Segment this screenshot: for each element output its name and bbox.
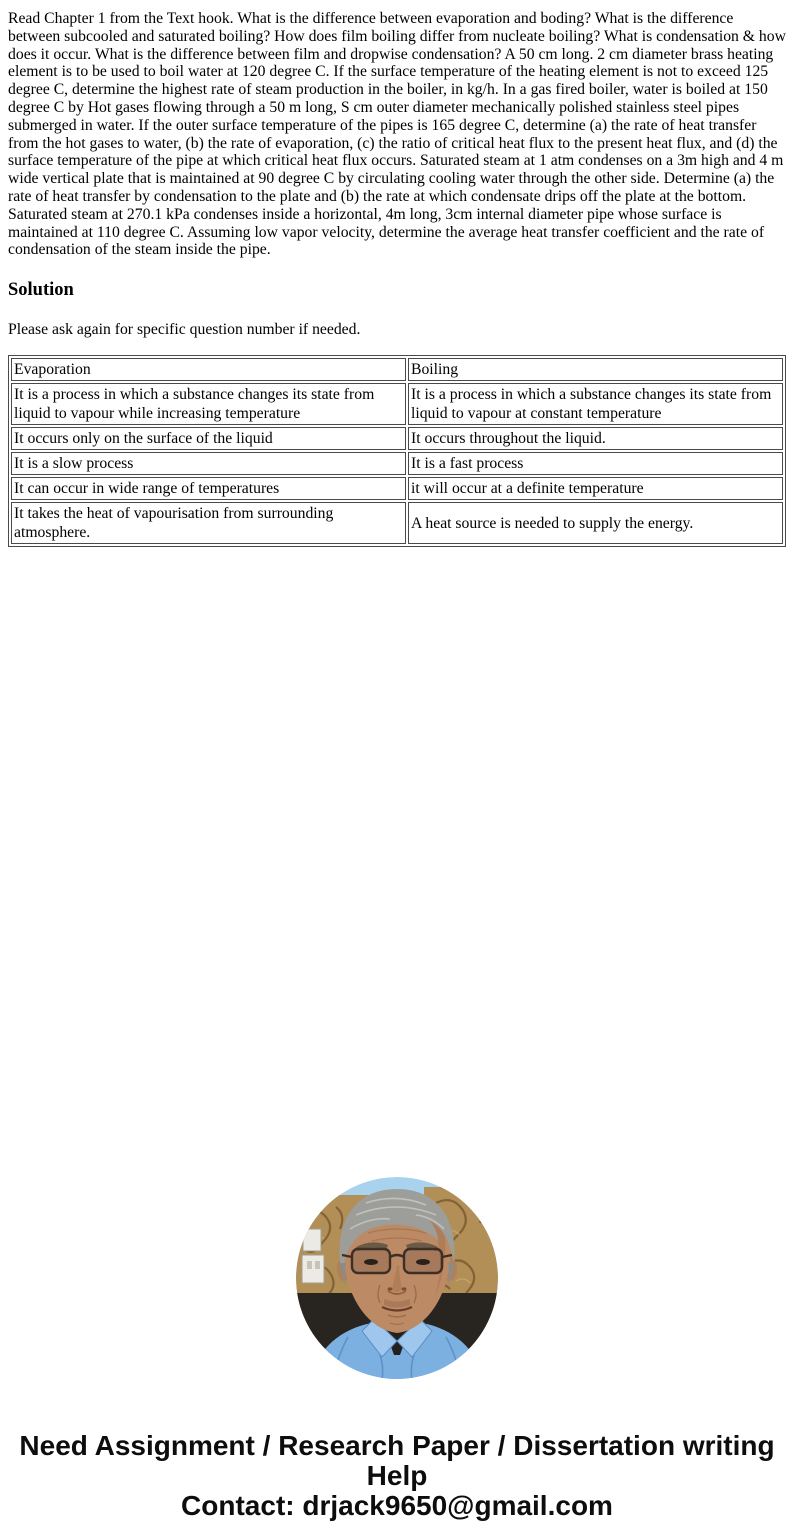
table-header-row <box>11 358 783 381</box>
table-cell: It is a process in which a substance changes its state from liquid to vapour while increasing temperature <box>11 383 406 425</box>
avatar-photo-illustration <box>296 1177 498 1379</box>
table-row <box>11 383 783 425</box>
avatar <box>296 1177 498 1379</box>
comparison-table <box>8 355 786 547</box>
table-cell: it will occur at a definite temperature <box>408 477 783 500</box>
table-row <box>11 477 783 500</box>
table-cell: A heat source is needed to supply the energy. <box>408 502 783 544</box>
table-cell: It takes the heat of vapourisation from surrounding atmosphere. <box>11 502 406 544</box>
table-cell: It occurs throughout the liquid. <box>408 427 783 450</box>
table-header-boiling: Boiling <box>408 358 783 381</box>
note-text: Please ask again for specific question number if needed. <box>8 321 361 339</box>
wall-switch-plates <box>302 1229 324 1283</box>
table-row <box>11 427 783 450</box>
table-row <box>11 502 783 544</box>
table-cell: It is a slow process <box>11 452 406 475</box>
table-cell: It can occur in wide range of temperatures <box>11 477 406 500</box>
table-header-evaporation: Evaporation <box>11 358 406 381</box>
table-cell: It is a fast process <box>408 452 783 475</box>
table-cell: It occurs only on the surface of the liquid <box>11 427 406 450</box>
footer-banner <box>8 1431 786 1521</box>
table-row <box>11 452 783 475</box>
solution-heading: Solution <box>8 280 74 301</box>
table-cell: It is a process in which a substance changes its state from liquid to vapour at constant temperature <box>408 383 783 425</box>
footer-contact-text: Contact: drjack9650@gmail.com <box>181 1490 613 1522</box>
question-paragraph: Read Chapter 1 from the Text hook. What is the difference between evaporation and boding? What is the difference between subcooled and saturated boiling? How does film boiling differ from nucleate boiling? What is condensation & how does it occur. What is the difference between film and dropwise condensation? A 50 cm long. 2 cm diameter brass heating element is to be used to boil water at 120 degree C. If the surface temperature of the heating element is not to exceed 125 degree C, determine the highest rate of steam production in the boiler, in kg/h. In a gas fired boiler, water is boiled at 150 degree C by Hot gases flowing through a 50 m long, S cm outer diameter mechanically polished stainless steel pipes submerged in water. If the outer surface temperature of the pipes is 165 degree C, determine (a) the rate of heat transfer from the hot gases to water, (b) the rate of evaporation, (c) the ratio of critical heat flux to the present heat flux, and (d) the surface temperature of the pipe at which critical heat flux occurs. Saturated steam at 1 atm condenses on a 3m high and 4 m wide vertical plate that is maintained at 90 degree C by circulating cooling water through the other side. Determine (a) the rate of heat transfer by condensation to the plate and (b) the rate at which condensate drips off the plate at the bottom. Saturated steam at 270.1 kPa condenses inside a horizontal, 4m long, 3cm internal diameter pipe whose surface is maintained at 110 degree C. Assuming low vapor velocity, determine the average heat transfer coefficient and the rate of condensation of the steam inside the pipe. <box>8 10 786 259</box>
footer-help-text: Need Assignment / Research Paper / Dissertation writing Help <box>19 1430 775 1492</box>
